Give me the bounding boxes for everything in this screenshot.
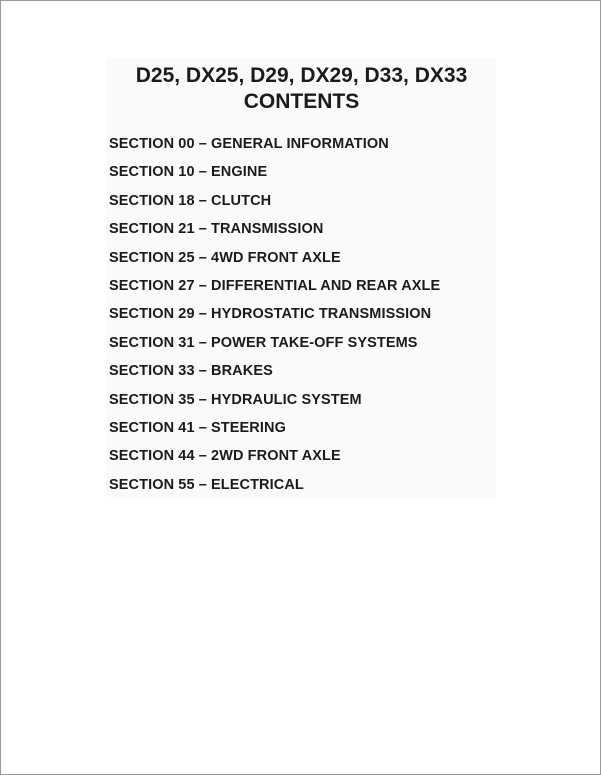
- toc-item-section-44: SECTION 44 – 2WD FRONT AXLE: [109, 448, 341, 465]
- toc-item-section-25: SECTION 25 – 4WD FRONT AXLE: [109, 249, 341, 266]
- toc-item-section-18: SECTION 18 – CLUTCH: [109, 192, 272, 209]
- toc-item-section-41: SECTION 41 – STEERING: [109, 419, 286, 436]
- toc-item-section-55: SECTION 55 – ELECTRICAL: [109, 476, 304, 493]
- toc-item-section-00: SECTION 00 – GENERAL INFORMATION: [109, 136, 389, 152]
- toc-item-section-33: SECTION 33 – BRAKES: [109, 363, 273, 380]
- document-title-models: D25, DX25, D29, DX29, D33, DX33: [135, 64, 468, 87]
- toc-item-section-10: SECTION 10 – ENGINE: [109, 164, 268, 181]
- toc-item-section-21: SECTION 21 – TRANSMISSION: [109, 221, 324, 238]
- toc-item-section-35: SECTION 35 – HYDRAULIC SYSTEM: [109, 391, 362, 408]
- document-title-contents: CONTENTS: [243, 90, 360, 113]
- toc-item-section-31: SECTION 31 – POWER TAKE-OFF SYSTEMS: [109, 334, 418, 351]
- toc-item-section-29: SECTION 29 – HYDROSTATIC TRANSMISSION: [109, 306, 432, 323]
- toc-item-section-27: SECTION 27 – DIFFERENTIAL AND REAR AXLE: [109, 277, 441, 294]
- table-of-contents: [109, 134, 440, 503]
